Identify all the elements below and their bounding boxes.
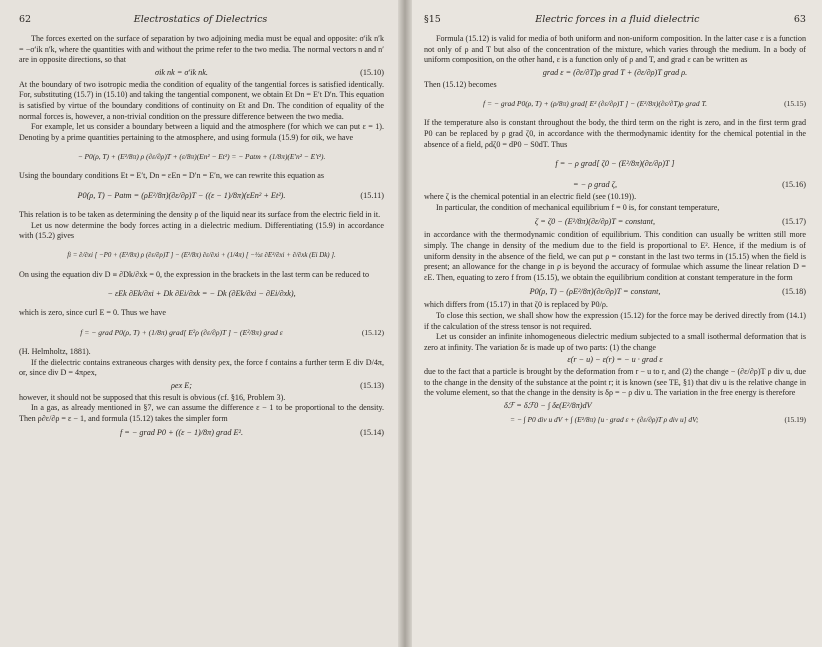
equation-15-12: f = − grad P0(ρ, T) + (1/8π) grad[ E²ρ (∂ε/∂ρ)T ] − (E²/8π) grad ε (15.12) (80, 327, 384, 337)
equation-15-11: P0(ρ, T) − Patm = (ρE²/8π)(∂ε/∂ρ)T − ((ε − 1)/8π)(εEn² + Et²). (15.11) (77, 190, 384, 200)
equation-15-10: σik nk = σ′ik nk. (15.10) (155, 67, 384, 77)
right-paragraph: due to the fact that a particle is brought by the deformation from r − u to r, and (2) the change − (∂ε/∂ρ)T ρ div u, due to the change in the density of the substance at the point r; it is known (see TE, §1) that div u is the relative change in the volume element, so that the change in the density is δρ = − ρ div u. The variation in the free energy is therefore (424, 367, 806, 398)
equation-delta-eps: ε(r − u) − ε(r) = − u · grad ε (567, 355, 663, 365)
right-paragraph: Let us consider an infinite inhomogeneous dielectric medium subjected to a small isothermal deformation that is zero at infinity. The variation δε is made up of two parts: (1) the change (424, 332, 806, 352)
right-running-head (424, 14, 806, 28)
left-paragraph: The forces exerted on the surface of separation by two adjoining media must be equal and opposite: σ′ik n′k = −σ′ik n′k, where the quantities with and without the prime refer to the two media. The normal vectors n and n′ are in opposite directions, so that (19, 34, 384, 65)
left-running-title: Electrostatics of Dielectrics (133, 14, 268, 25)
right-paragraph: where ζ is the chemical potential in an electric field (see (10.19)). (424, 192, 637, 202)
equation-number: (15.16) (782, 180, 806, 190)
right-paragraph: in accordance with the thermodynamic condition of equilibrium. This condition can usually be written still more simply. The change in density of the medium due to the field is proportional to E². Hence, if the medium is of uniform density in the absence of the field, we can put ρ = constant in the last two terms in (15.15) when the field is present; an allowance for the change in ρ is beyond the accuracy of formulae which assume the linear relation D = εE. Then, equating to zero f from (15.15), we obtain the equilibrium condition at constant temperature in the form (424, 230, 806, 282)
left-running-head (19, 14, 384, 28)
equation-number: (15.19) (784, 415, 806, 425)
equation-number: (15.14) (360, 427, 384, 437)
equation-15-15: f = − grad P0(ρ, T) + (ρ/8π) grad[ E² (∂ε/∂ρ)T ] − (E²/8π)(∂ε/∂T)ρ grad T. (15.15) (483, 99, 806, 109)
equation-number: (15.13) (360, 380, 384, 390)
left-paragraph: This relation is to be taken as determining the density ρ of the liquid near its surface from the electric field in it. (19, 209, 381, 219)
equation-number: (15.17) (782, 216, 806, 226)
equation-free-energy: δℱ = δℱ0 − ∫ δε(E²/8π)dV (504, 401, 592, 411)
left-paragraph: In a gas, as already mentioned in §7, we can assume the difference ε − 1 to be proportional to the density. Then ρ∂ε/∂ρ = ε − 1, and formula (15.12) takes the simpler form (19, 403, 384, 423)
equation-15-17: ζ = ζ0 − (E²/8π)(∂ε/∂ρ)T = constant, (15.17) (534, 216, 806, 226)
equation-number: (15.12) (361, 327, 384, 337)
left-paragraph: Let us now determine the body forces acting in a dielectric medium. Differentiating (15.9) in accordance with (15.2) gives (19, 220, 384, 241)
left-paragraph: On using the equation div D ≡ ∂Dk/∂xk = 0, the expression in the brackets in the last term can be reduced to (19, 269, 370, 279)
right-page-number: 63 (793, 14, 806, 25)
right-paragraph: If the temperature also is constant throughout the body, the third term on the right is zero, and in the first term grad P0 can be replaced by ρ grad ζ0, in accordance with the thermodynamic identity for the chemical potential in the absence of a field, ρdζ0 = dP0 − S0dT. Thus (424, 118, 806, 149)
equation-15-18: P0(ρ, T) − (ρE²/8π)(∂ε/∂ρ)T = constant, (15.18) (529, 286, 806, 296)
equation-f-zeta: f = − ρ grad[ ζ0 − (E²/8π)(∂ε/∂ρ)T ] (555, 159, 675, 169)
left-paragraph: which is zero, since curl E = 0. Thus we have (19, 308, 166, 318)
equation-body-force: fi = ∂/∂xi [ −P0 + (E²/8π) ρ (∂ε/∂ρ)T ] − (E²/8π) ∂ε/∂xi + (1/4π) [ −½ε ∂E²/∂xi + ∂/∂xk (Ei Dk) ]. (67, 251, 336, 259)
right-paragraph: Formula (15.12) is valid for media of both uniform and non-uniform composition. In the latter case ε is a function not only of ρ and T but also of the concentration of the mixture, which varies through the medium. In a body of uniform composition, on the other hand, ε is a function only of ρ and T, and grad ε can be written as (424, 34, 806, 65)
right-paragraph: which differs from (15.17) in that ζ0 is replaced by P0/ρ. (424, 300, 608, 310)
equation-15-19: = − ∫ P0 div u dV + ∫ (E²/8π) [u · grad ε + (∂ε/∂ρ)T ρ div u] dV; (15.19) (510, 415, 806, 425)
book-gutter (398, 0, 412, 647)
equation-15-14: f = − grad P0 + ((ε − 1)/8π) grad E². (15.14) (119, 427, 384, 437)
left-paragraph: however, it should not be supposed that this result is obvious (cf. §16, Problem 3). (19, 392, 286, 402)
equation-15-13: ρex E; (15.13) (171, 380, 384, 390)
left-paragraph: For example, let us consider a boundary between a liquid and the atmosphere (for which we can put ε = 1). Denoting by a prime quantities pertaining to the atmosphere, and using formula (15.9) for σik, we have (19, 122, 384, 142)
right-paragraph: Then (15.12) becomes (424, 79, 497, 89)
equation-15-16: = − ρ grad ζ, (15.16) (573, 180, 806, 190)
right-section-mark: §15 (424, 14, 441, 25)
equation-number: (15.10) (360, 67, 384, 77)
left-paragraph: If the dielectric contains extraneous charges with density ρex, the force f contains a further term E div D/4π, or, since div D = 4πρex, (19, 357, 384, 378)
equation-grad-eps: grad ε = (∂ε/∂T)ρ grad T + (∂ε/∂ρ)T grad ρ. (542, 67, 688, 77)
left-page-number: 62 (19, 14, 32, 25)
right-running-title: Electric forces in a fluid dielectric (535, 14, 700, 25)
right-page (412, 0, 822, 647)
equation-reduced: − εEk ∂Ek/∂xi + Dk ∂Ei/∂xk = − Dk (∂Ek/∂xi − ∂Ei/∂xk), (107, 289, 296, 299)
right-paragraph: In particular, the condition of mechanical equilibrium f = 0 is, for constant temperature, (436, 202, 720, 212)
right-paragraph: To close this section, we shall show how the expression (15.12) for the force may be derived directly from (14.1) if the calculation of the stress tensor is not required. (424, 310, 806, 331)
equation-boundary: − P0(ρ, T) + (E²/8π) ρ (∂ε/∂ρ)T + (ε/8π)(En² − Et²) = − Patm + (1/8π)(E′n² − E′t²). (77, 152, 326, 162)
left-paragraph: At the boundary of two isotropic media the condition of equality of the tangential forces is satisfied identically. For, substituting (15.7) in (15.10) and taking the tangential component, we obtain Et Dn = E′t D′n. This equation is satisfied by virtue of the boundary conditions of continuity on Et and Dn. The condition of equality of the normal forces is, however, a non-trivial condition on the pressure difference between the two media. (19, 79, 384, 121)
equation-number: (15.11) (360, 190, 384, 200)
equation-number: (15.15) (784, 99, 806, 109)
left-paragraph: Using the boundary conditions Et = E′t, Dn = εEn = D′n = E′n, we can rewrite this equation as (19, 171, 325, 181)
left-page (0, 0, 398, 647)
equation-number: (15.18) (782, 286, 806, 296)
left-paragraph: (H. Helmholtz, 1881). (19, 346, 91, 356)
